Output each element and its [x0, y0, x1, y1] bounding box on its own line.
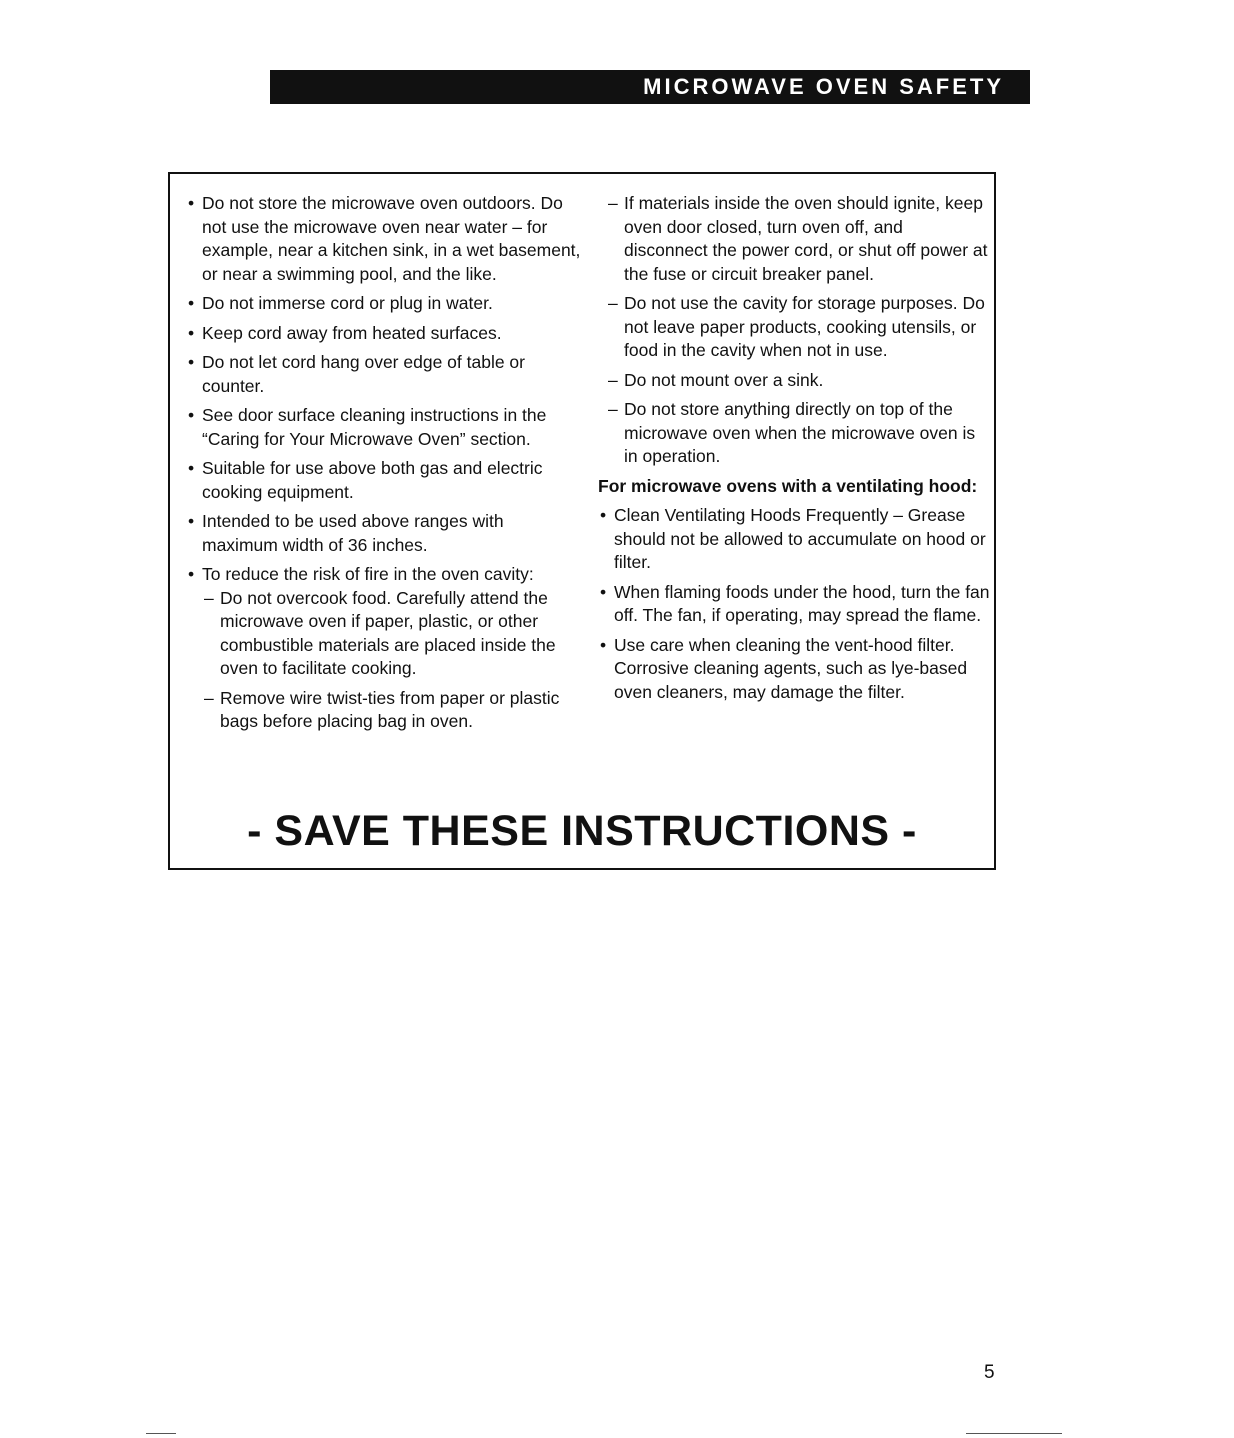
bullet-icon: •: [600, 634, 607, 655]
sub-list-item: [186, 687, 582, 734]
list-item: [186, 292, 582, 316]
dash-icon: –: [204, 587, 214, 608]
right-column: [598, 192, 990, 710]
footer-rule-right: [966, 1433, 1062, 1434]
list-item-text: To reduce the risk of fire in the oven cavity:: [202, 564, 534, 584]
bullet-icon: •: [188, 511, 195, 531]
list-item: [186, 510, 582, 557]
list-item-text: Intended to be used above ranges with maximum width of 36 inches.: [202, 511, 504, 555]
left-column: [186, 192, 582, 740]
sub-list-item-text: Remove wire twist-ties from paper or plastic bags before placing bag in oven.: [220, 687, 560, 731]
bullet-icon: •: [188, 322, 195, 343]
sub-list-item: [598, 192, 990, 286]
section-title: MICROWAVE OVEN SAFETY: [643, 74, 1004, 99]
ventilation-bullet-list: [598, 504, 990, 704]
bullet-icon: •: [188, 564, 195, 584]
bullet-icon: •: [188, 193, 195, 213]
dash-icon: –: [608, 193, 618, 213]
dash-icon: –: [608, 369, 618, 390]
list-item: [598, 504, 990, 575]
dash-icon: –: [204, 687, 214, 708]
sub-list-item: [598, 369, 990, 393]
list-item-text: Do not immerse cord or plug in water.: [202, 293, 493, 313]
list-item-text: See door surface cleaning instructions in the “Caring for Your Microwave Oven” section.: [202, 405, 547, 449]
sub-list-item-text: Do not use the cavity for storage purposes. Do not leave paper products, cooking utensils, or food in the cavity when not in use.: [624, 293, 985, 360]
bullet-icon: •: [600, 581, 607, 602]
right-fire-sublist: [598, 192, 990, 469]
sub-list-item-text: Do not store anything directly on top of the microwave oven when the microwave oven is in operation.: [624, 399, 976, 466]
list-item: [186, 322, 582, 346]
bullet-icon: •: [188, 352, 195, 372]
left-bullet-list: [186, 192, 582, 734]
section-header-bar: [270, 70, 1030, 104]
list-item-text: Clean Ventilating Hoods Frequently – Grease should not be allowed to accumulate on hood or filter.: [614, 505, 986, 572]
list-item: [598, 581, 990, 628]
bullet-icon: •: [188, 405, 195, 425]
sub-list-item-text: Do not mount over a sink.: [624, 369, 824, 390]
fire-risk-sublist: [202, 587, 582, 734]
list-item-text: Keep cord away from heated surfaces.: [202, 322, 502, 343]
bullet-icon: •: [600, 505, 607, 525]
list-item: [186, 457, 582, 504]
footer-rule-left: [146, 1433, 176, 1434]
safety-instructions-box: [168, 172, 996, 870]
list-item-text: Do not let cord hang over edge of table or counter.: [202, 352, 525, 396]
ventilation-heading: For microwave ovens with a ventilating hood:: [598, 475, 978, 496]
sub-list-item-text: If materials inside the oven should ignite, keep oven door closed, turn oven off, and disconnect the power cord, or shut off power at the fuse or circuit breaker panel.: [624, 193, 988, 284]
list-item-text: When flaming foods under the hood, turn the fan off. The fan, if operating, may spread the flame.: [614, 581, 990, 625]
list-item: [186, 351, 582, 398]
save-instructions-banner: - SAVE THESE INSTRUCTIONS -: [247, 807, 917, 855]
sub-list-item: [598, 398, 990, 469]
dash-icon: –: [608, 399, 618, 419]
list-item: [186, 404, 582, 451]
sub-list-item: [186, 587, 582, 681]
dash-icon: –: [608, 293, 618, 313]
sub-list-item-text: Do not overcook food. Carefully attend the microwave oven if paper, plastic, or other combustible materials are placed inside the oven to facilitate cooking.: [220, 587, 556, 678]
bullet-icon: •: [188, 293, 195, 313]
page-number: 5: [984, 1362, 995, 1383]
bullet-icon: •: [188, 458, 195, 478]
list-item-text: Do not store the microwave oven outdoors. Do not use the microwave oven near water – for example, near a kitchen sink, in a wet basement, or near a swimming pool, and the like.: [202, 193, 581, 284]
list-item-fire-risk: [186, 563, 582, 734]
list-item-text: Suitable for use above both gas and electric cooking equipment.: [202, 458, 543, 502]
list-item: [186, 192, 582, 286]
sub-list-item: [598, 292, 990, 363]
list-item-text: Use care when cleaning the vent-hood filter. Corrosive cleaning agents, such as lye-based oven cleaners, may damage the filter.: [614, 634, 968, 702]
list-item: [598, 634, 990, 705]
